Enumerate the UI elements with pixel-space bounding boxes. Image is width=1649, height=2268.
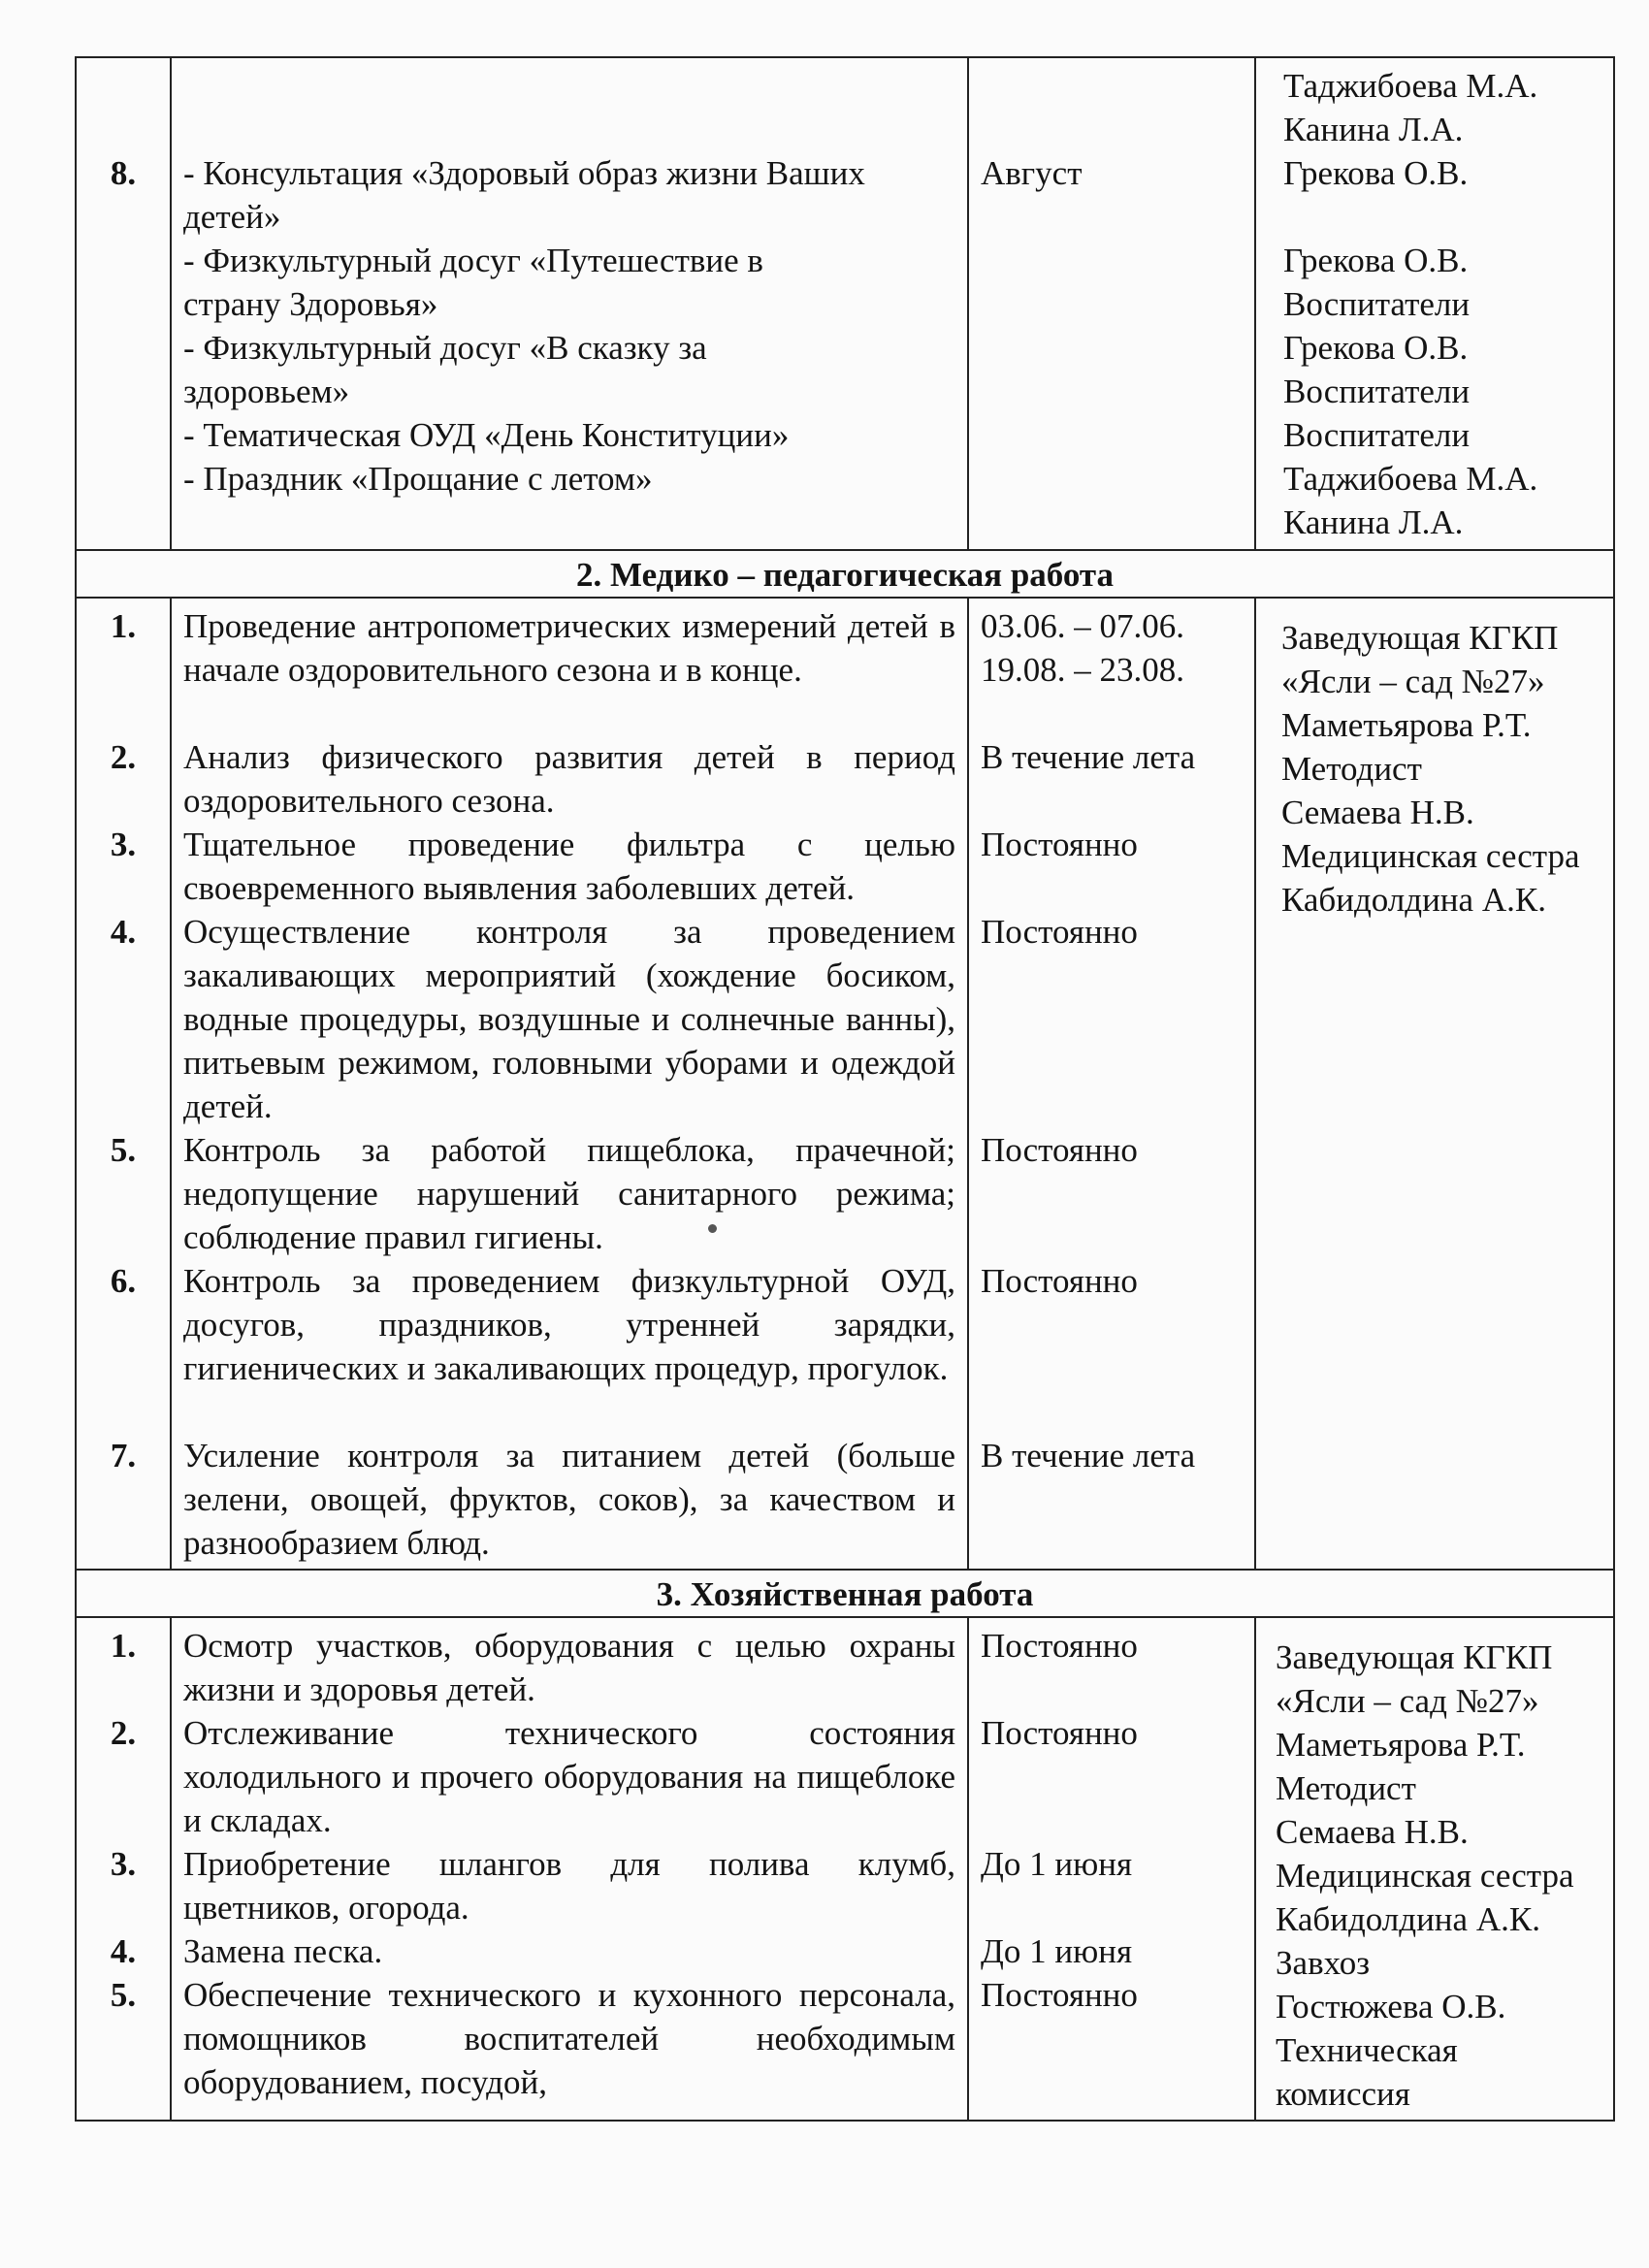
activity-item: Анализ физического развития детей в период оздоровительного сезона. — [183, 738, 955, 820]
responsible-name: Кабидолдина А.К. — [1276, 1900, 1540, 1938]
date-value: Постоянно — [981, 1627, 1138, 1665]
responsible-name: Канина Л.А. — [1283, 111, 1464, 148]
table-row — [76, 598, 1614, 1570]
activity-item: Отслеживание технического состояния холодильного и прочего оборудования на пищеблоке и складах. — [183, 1714, 955, 1839]
date-cell — [968, 1617, 1255, 2121]
table-row — [76, 57, 1614, 550]
activity-item: Усиление контроля за питанием детей (больше зелени, овощей, фруктов, соков), за качеством и разнообразием блюд. — [183, 1437, 955, 1562]
section-title: 2. Медико – педагогическая работа — [76, 550, 1614, 598]
responsible-name: Медицинская сестра — [1276, 1857, 1574, 1895]
activity-item: - Физкультурный досуг «Путешествие в страну Здоровья» — [183, 242, 763, 323]
activity-item: Контроль за работой пищеблока, прачечной; недопущение нарушений санитарного режима; соблюдение правил гигиены. — [183, 1131, 955, 1256]
responsible-name: Техническая — [1276, 2031, 1458, 2069]
row-number: 8. — [76, 57, 171, 550]
activity-item: Проведение антропометрических измерений детей в начале оздоровительного сезона и в конце. — [183, 607, 955, 689]
responsible-cell — [1255, 598, 1614, 1570]
responsible-name: Грекова О.В. — [1283, 154, 1469, 192]
date-value: 19.08. – 23.08. — [981, 651, 1184, 689]
responsible-name: Грекова О.В. — [1283, 329, 1469, 367]
activity-item: - Физкультурный досуг «В сказку за здоровьем» — [183, 329, 707, 410]
responsible-name: Семаева Н.В. — [1276, 1813, 1469, 1851]
responsible-name: Канина Л.А. — [1283, 503, 1464, 541]
responsible-name: Грекова О.В. — [1283, 242, 1469, 279]
date-value: Постоянно — [981, 913, 1138, 951]
activity-item: Контроль за проведением физкультурной ОУД, досугов, праздников, утренней зарядки, гигиенических и закаливающих процедур, прогулок. — [183, 1262, 955, 1387]
responsible-name: Заведующая КГКП — [1276, 1638, 1553, 1676]
section-header — [76, 550, 1614, 598]
activity-item: Приобретение шлангов для полива клумб, цветников, огорода. — [183, 1845, 955, 1927]
section-header — [76, 1570, 1614, 1617]
responsible-name: Завхоз — [1276, 1944, 1371, 1982]
table-row — [76, 1617, 1614, 2121]
responsible-name: Методист — [1276, 1769, 1416, 1807]
responsible-cell — [1255, 1617, 1614, 2121]
date-cell: Август — [968, 57, 1255, 550]
date-value: До 1 июня — [981, 1932, 1133, 1970]
responsible-name: Таджибоева М.А. — [1283, 460, 1538, 498]
activity-item: Замена песка. — [183, 1932, 383, 1970]
responsible-name: Гостюжева О.В. — [1276, 1988, 1506, 2025]
date-value: Постоянно — [981, 826, 1138, 863]
responsible-name: Таджибоева М.А. — [1283, 67, 1538, 105]
date-value: 03.06. – 07.06. — [981, 607, 1184, 645]
date-cell — [968, 598, 1255, 1570]
activity-item: Обеспечение технического и кухонного персонала, помощников воспитателей необходимым оборудованием, посудой, — [183, 1976, 955, 2101]
date-value: До 1 июня — [981, 1845, 1133, 1883]
responsible-cell — [1255, 57, 1614, 550]
date-value: В течение лета — [981, 738, 1196, 776]
row-numbers-cell: 1. 2. 3. 4. 5. 6. 7. — [76, 598, 171, 1570]
activity-item: Осмотр участков, оборудования с целью охраны жизни и здоровья детей. — [183, 1627, 955, 1708]
plan-table — [75, 56, 1615, 2122]
responsible-name: «Ясли – сад №27» — [1281, 663, 1545, 700]
section-title: 3. Хозяйственная работа — [76, 1570, 1614, 1617]
responsible-name: Маметьярова Р.Т. — [1276, 1726, 1526, 1764]
responsible-name: Воспитатели — [1283, 373, 1471, 410]
activities-cell — [171, 598, 968, 1570]
date-value: Постоянно — [981, 1714, 1138, 1752]
activities-cell — [171, 57, 968, 550]
date-value: Постоянно — [981, 1976, 1138, 2014]
activity-item: - Праздник «Прощание с летом» — [183, 460, 653, 498]
responsible-name: Воспитатели — [1283, 285, 1471, 323]
document-page — [75, 56, 1613, 2122]
responsible-name: Заведующая КГКП — [1281, 619, 1559, 657]
responsible-name: комиссия — [1276, 2075, 1410, 2113]
activity-item: Тщательное проведение фильтра с целью своевременного выявления заболевших детей. — [183, 826, 955, 907]
responsible-name: Кабидолдина А.К. — [1281, 881, 1546, 919]
responsible-name: Медицинская сестра — [1281, 837, 1580, 875]
responsible-name: «Ясли – сад №27» — [1276, 1682, 1539, 1720]
activity-item: - Тематическая ОУД «День Конституции» — [183, 416, 790, 454]
row-numbers-cell: 1. 2. 3. 4. 5. — [76, 1617, 171, 2121]
activities-cell — [171, 1617, 968, 2121]
date-value: Постоянно — [981, 1131, 1138, 1169]
responsible-name: Воспитатели — [1283, 416, 1471, 454]
activity-item: Осуществление контроля за проведением закаливающих мероприятий (хождение босиком, водные процедуры, воздушные и солнечные ванны), питьевым режимом, головными уборами и одеждой детей. — [183, 913, 955, 1125]
date-value: Постоянно — [981, 1262, 1138, 1300]
responsible-name: Маметьярова Р.Т. — [1281, 706, 1532, 744]
scan-speck — [708, 1224, 717, 1233]
responsible-name: Семаева Н.В. — [1281, 794, 1474, 831]
activity-item: - Консультация «Здоровый образ жизни Ваших детей» — [183, 154, 865, 236]
responsible-name: Методист — [1281, 750, 1422, 788]
date-value: В течение лета — [981, 1437, 1196, 1474]
